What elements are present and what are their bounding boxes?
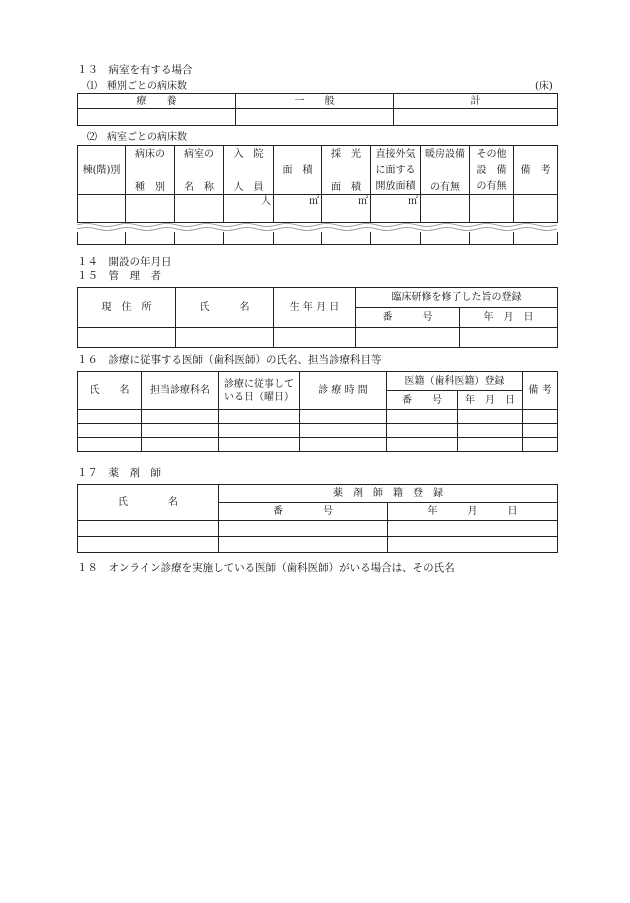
col-inpatients-l2: 人 員 xyxy=(233,182,264,193)
cell xyxy=(78,537,219,553)
cell xyxy=(300,410,387,424)
col-ph-reg-number: 番 号 xyxy=(219,503,388,521)
col-bed-type-l1: 病床の xyxy=(135,149,165,160)
section-13-title: １３ 病室を有する場合 xyxy=(77,64,193,76)
col-hours: 診 療 時 間 xyxy=(300,372,387,410)
col-working-days-l2: いる日（曜日） xyxy=(224,391,294,403)
col-ippan: 一 般 xyxy=(236,94,394,109)
cell xyxy=(387,424,458,438)
room-table-continued xyxy=(77,232,558,245)
col-other-equip-l2: 設 備 xyxy=(476,165,507,176)
cell xyxy=(219,521,388,537)
cell xyxy=(421,195,470,223)
cell xyxy=(458,424,523,438)
section-13-1-title: ⑴ 種別ごとの病床数 xyxy=(87,81,187,92)
col-building: 棟(階)別 xyxy=(78,146,126,195)
cell xyxy=(356,328,460,348)
cell xyxy=(78,521,219,537)
cell xyxy=(78,232,126,244)
cell xyxy=(274,328,356,348)
col-heating xyxy=(421,146,470,195)
col-room-name-l1: 病室の xyxy=(184,149,214,160)
col-pharmacist-name: 氏 名 xyxy=(78,485,219,521)
col-med-reg-number: 番 号 xyxy=(387,391,458,410)
col-other-equip-l3: の有無 xyxy=(476,181,507,192)
cell xyxy=(460,328,558,348)
table-break-wave xyxy=(77,222,557,232)
col-light-area xyxy=(322,146,371,195)
col-working-days xyxy=(219,372,300,410)
cell xyxy=(126,232,175,244)
cell xyxy=(322,232,371,244)
section-17-title: １７ 薬 剤 師 xyxy=(77,467,161,479)
section-13-2-title: ⑵ 病室ごとの病床数 xyxy=(87,132,187,143)
doctor-table xyxy=(77,371,558,452)
cell xyxy=(458,410,523,424)
cell xyxy=(523,410,558,424)
unit-people: 人 xyxy=(224,195,274,223)
cell xyxy=(300,424,387,438)
cell xyxy=(236,109,394,126)
section-15-title: １５ 管 理 者 xyxy=(77,270,161,282)
cell xyxy=(523,424,558,438)
cell xyxy=(421,232,470,244)
cell xyxy=(175,195,224,223)
cell xyxy=(514,195,558,223)
section-16-title: １６ 診療に従事する医師（歯科医師）の氏名、担当診療科目等 xyxy=(77,354,382,366)
col-room-name-l2: 名 称 xyxy=(184,182,214,193)
bed-type-table xyxy=(77,93,558,126)
cell xyxy=(126,195,175,223)
cell xyxy=(78,328,176,348)
col-bed-type-l2: 種 別 xyxy=(135,182,165,193)
col-address: 現 住 所 xyxy=(78,288,176,328)
cell xyxy=(300,438,387,452)
cell xyxy=(219,438,300,452)
cell xyxy=(458,438,523,452)
col-medical-registration: 医籍（歯科医籍）登録 xyxy=(387,372,523,391)
col-light-area-l1: 採 光 xyxy=(331,149,361,160)
section-18-title: １８ オンライン診療を実施している医師（歯科医師）がいる場合は、その氏名 xyxy=(77,562,455,574)
cell xyxy=(224,232,274,244)
cell xyxy=(523,438,558,452)
col-open-area xyxy=(371,146,421,195)
cell xyxy=(470,232,514,244)
col-inpatients-l1: 入 院 xyxy=(233,149,264,160)
col-remarks: 備 考 xyxy=(514,146,558,195)
col-other-equip xyxy=(470,146,514,195)
cell xyxy=(219,410,300,424)
cell xyxy=(387,438,458,452)
cell xyxy=(78,109,236,126)
cell xyxy=(78,195,126,223)
cell xyxy=(470,195,514,223)
col-pharmacist-registration: 薬 剤 師 籍 登 録 xyxy=(219,485,558,503)
col-light-area-l2: 面 積 xyxy=(331,182,361,193)
cell xyxy=(388,521,558,537)
col-reg-number: 番 号 xyxy=(356,308,460,328)
cell xyxy=(219,537,388,553)
col-heating-l1: 暖房設備 xyxy=(425,149,465,160)
col-open-area-l3: 開放面積 xyxy=(375,181,416,192)
col-total: 計 xyxy=(394,94,558,109)
col-department: 担当診療科名 xyxy=(142,372,219,410)
cell xyxy=(388,537,558,553)
col-doctor-name: 氏 名 xyxy=(78,372,142,410)
section-14-title: １４ 開設の年月日 xyxy=(77,256,172,268)
col-med-reg-date: 年 月 日 xyxy=(458,391,523,410)
pharmacist-table xyxy=(77,484,558,553)
cell xyxy=(371,232,421,244)
col-reg-date: 年 月 日 xyxy=(460,308,558,328)
cell xyxy=(514,232,558,244)
col-bed-type xyxy=(126,146,175,195)
col-open-area-l2: に面する xyxy=(375,165,416,176)
col-training-registration: 臨床研修を修了した旨の登録 xyxy=(356,288,558,308)
col-ryoyo: 療 養 xyxy=(78,94,236,109)
unit-m2: ㎡ xyxy=(274,195,322,223)
col-heating-l2: の有無 xyxy=(430,182,460,193)
col-doctor-remarks: 備 考 xyxy=(523,372,558,410)
col-ph-reg-date: 年 月 日 xyxy=(388,503,558,521)
col-working-days-l1: 診療に従事して xyxy=(224,378,294,390)
cell xyxy=(176,328,274,348)
cell xyxy=(142,410,219,424)
manager-table xyxy=(77,287,558,348)
bed-unit-label: (床) xyxy=(535,81,553,92)
col-other-equip-l1: その他 xyxy=(476,149,507,160)
col-open-area-l1: 直接外気 xyxy=(375,149,416,160)
col-room-name xyxy=(175,146,224,195)
cell xyxy=(78,438,142,452)
col-area: 面 積 xyxy=(274,146,322,195)
cell xyxy=(274,232,322,244)
cell xyxy=(219,424,300,438)
cell xyxy=(142,424,219,438)
cell xyxy=(142,438,219,452)
cell xyxy=(78,424,142,438)
col-name: 氏 名 xyxy=(176,288,274,328)
cell xyxy=(394,109,558,126)
cell xyxy=(387,410,458,424)
cell xyxy=(175,232,224,244)
unit-m2: ㎡ xyxy=(371,195,421,223)
col-inpatients xyxy=(224,146,274,195)
room-table xyxy=(77,145,558,223)
cell xyxy=(78,410,142,424)
col-birthdate: 生 年 月 日 xyxy=(274,288,356,328)
unit-m2: ㎡ xyxy=(322,195,371,223)
